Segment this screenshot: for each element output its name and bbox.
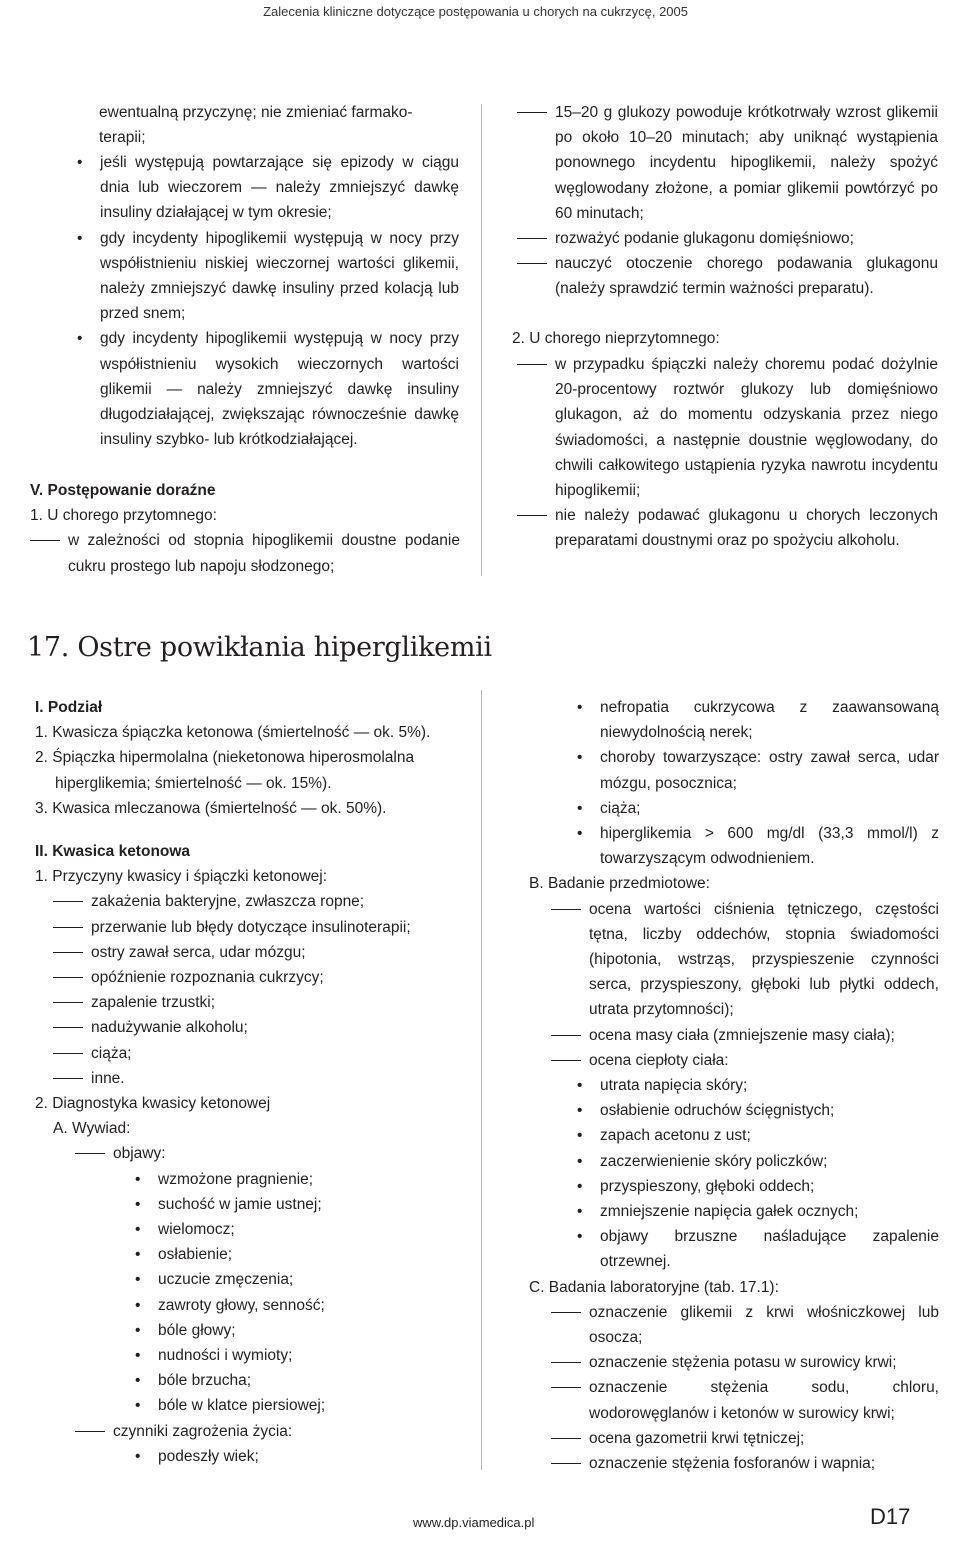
subheading: C. Badania laboratoryjne (tab. 17.1): <box>529 1278 779 1296</box>
dash-item: ocena masy ciała (zmniejszenie masy ciała); <box>551 1023 939 1048</box>
section-heading: I. Podział <box>35 699 103 716</box>
list-item: • nefropatia cukrzycowa z zaawansowaną niewydolnością nerek; <box>575 695 939 745</box>
list-item: • suchość w jamie ustnej; <box>133 1192 465 1217</box>
dash-item: nauczyć otoczenie chorego podawania glukagonu (należy sprawdzić termin ważności preparatu). <box>517 251 938 301</box>
dash-item: oznaczenie stężenia fosforanów i wapnia; <box>551 1451 939 1476</box>
dash-item: inne. <box>53 1066 465 1091</box>
list-item: • jeśli występują powtarzające się epizody w ciągu dnia lub wieczorem — należy zmniejszyć dawkę insuliny działającej w tym okresie; <box>75 150 459 226</box>
list-item: • osłabienie odruchów ścięgnistych; <box>575 1098 939 1123</box>
list-item: • nudności i wymioty; <box>133 1343 465 1368</box>
dash-item: oznaczenie stężenia sodu, chloru, wodorowęglanów i ketonów w surowicy krwi; <box>551 1375 939 1425</box>
dash-item: objawy: <box>75 1141 465 1166</box>
list-item: • osłabienie; <box>133 1242 465 1267</box>
list-item: 2. U chorego nieprzytomnego: <box>512 330 720 347</box>
page-number: D17 <box>870 1504 911 1529</box>
dash-item: oznaczenie stężenia potasu w surowicy krwi; <box>551 1350 939 1375</box>
dash-item: zapalenie trzustki; <box>53 990 465 1015</box>
dash-item: ocena ciepłoty ciała: <box>551 1048 939 1073</box>
dash-item: ostry zawał serca, udar mózgu; <box>53 940 465 965</box>
list-item: • bóle w klatce piersiowej; <box>133 1393 465 1418</box>
chapter-title: 17. Ostre powikłania hiperglikemii <box>27 632 492 663</box>
top-right-column <box>517 100 938 302</box>
dash-item: przerwanie lub błędy dotyczące insulinoterapii; <box>53 915 465 940</box>
list-item: • objawy brzuszne naśladujące zapalenie otrzewnej. <box>575 1224 939 1274</box>
section-heading: II. Kwasica ketonowa <box>35 843 191 861</box>
list-item: • zawroty głowy, senność; <box>133 1293 465 1318</box>
subheading: A. Wywiad: <box>53 1120 131 1138</box>
list-item: • wielomocz; <box>133 1217 465 1242</box>
list-item: • zapach acetonu z ust; <box>575 1123 939 1148</box>
dash-item: ciąża; <box>53 1041 465 1066</box>
list-item: 1. Kwasicza śpiączka ketonowa (śmiertelność — ok. 5%). <box>35 724 431 742</box>
footer-url: www.dp.viamedica.pl <box>413 1515 535 1530</box>
dash-item: zakażenia bakteryjne, zwłaszcza ropne; <box>53 889 465 914</box>
column-divider <box>481 104 482 576</box>
dash-item: w zależności od stopnia hipoglikemii doustne podanie cukru prostego lub napoju słodzonego; <box>30 528 460 578</box>
list-item: • bóle brzucha; <box>133 1368 465 1393</box>
dash-item: w przypadku śpiączki należy choremu podać dożylnie 20-procentowy roztwór glukozy lub domięśniowo glukagon, aż do momentu odzyskania przez niego świadomości, a następnie doustnie węglowodany, do chwili całkowitego ustąpienia ryzyka nawrotu incydentu hipoglikemii; <box>517 352 938 503</box>
dash-item: oznaczenie glikemii z krwi włośniczkowej lub osocza; <box>551 1300 939 1350</box>
bottom-right-column <box>529 695 939 1476</box>
list-item: • bóle głowy; <box>133 1318 465 1343</box>
dash-item: rozważyć podanie glukagonu domięśniowo; <box>517 226 938 251</box>
list-item: • uczucie zmęczenia; <box>133 1267 465 1292</box>
list-item: • gdy incydenty hipoglikemii występują w nocy przy współistnieniu niskiej wieczornej wartości glikemii, należy zmniejszyć dawkę insuliny przed kolacją lub przed snem; <box>75 226 459 327</box>
list-item: 3. Kwasica mleczanowa (śmiertelność — ok. 50%). <box>35 799 387 817</box>
list-item: • podeszły wiek; <box>133 1444 465 1469</box>
cont-line: ewentualną przyczynę; nie zmieniać farmako- <box>99 104 413 121</box>
cont-line: terapii; <box>99 129 146 147</box>
list-item: • zmniejszenie napięcia gałek ocznych; <box>575 1199 939 1224</box>
section-heading: V. Postępowanie doraźne <box>30 482 216 499</box>
section-v <box>30 478 460 579</box>
dash-item: nie należy podawać glukagonu u chorych leczonych preparatami doustnymi oraz po spożyciu alkoholu. <box>517 503 938 553</box>
dash-item: ocena gazometrii krwi tętniczej; <box>551 1426 939 1451</box>
list-item: • przyspieszony, głęboki oddech; <box>575 1174 939 1199</box>
dash-item: 15–20 g glukozy powoduje krótkotrwały wzrost glikemii po około 10–20 minutach; aby uniknąć wystąpienia ponownego incydentu hipoglikemii, należy spożyć węglowodany złożone, a pomiar glikemii powtórzyć po 60 minutach; <box>517 100 938 226</box>
item-2 <box>512 326 942 351</box>
list-item: • hiperglikemia > 600 mg/dl (33,3 mmol/l) z towarzyszącym odwodnieniem. <box>575 821 939 871</box>
list-item: • zaczerwienienie skóry policzków; <box>575 1149 939 1174</box>
dash-item: ocena wartości ciśnienia tętniczego, częstości tętna, liczby oddechów, stopnia świadomości (hipotonia, wstrząs, przyspieszenie czynności serca, przyspieszony, głęboki lub płytki oddech, utrata przytomności); <box>551 897 939 1023</box>
dash-item: opóźnienie rozpoznania cukrzycy; <box>53 965 465 990</box>
list-item: 2. Diagnostyka kwasicy ketonowej <box>35 1095 271 1113</box>
top-right-dashes <box>517 352 938 554</box>
list-item: • wzmożone pragnienie; <box>133 1167 465 1192</box>
list-item: 1. U chorego przytomnego: <box>30 507 217 525</box>
dash-item: czynniki zagrożenia życia: <box>75 1419 465 1444</box>
list-item: 1. Przyczyny kwasicy i śpiączki ketonowej: <box>35 868 328 886</box>
dash-item: nadużywanie alkoholu; <box>53 1015 465 1040</box>
header-title: Zalecenia kliniczne dotyczące postępowania u chorych na cukrzycę, 2005 <box>263 4 688 19</box>
list-item: 2. Śpiączka hipermolalna (nieketonowa hiperosmolalna hiperglikemia; śmiertelność — ok. 15%). <box>35 749 415 792</box>
list-item: • choroby towarzyszące: ostry zawał serca, udar mózgu, posocznica; <box>575 745 939 795</box>
top-left-bullets <box>75 150 459 452</box>
list-item: • utrata napięcia skóry; <box>575 1073 939 1098</box>
list-item: • ciąża; <box>575 796 939 821</box>
top-left-column <box>99 100 459 150</box>
subheading: B. Badanie przedmiotowe: <box>529 875 710 893</box>
column-divider <box>481 690 482 1470</box>
bottom-left-column <box>35 695 465 1469</box>
list-item: • gdy incydenty hipoglikemii występują w nocy przy współistnieniu wysokich wieczornych wartości glikemii — należy zmniejszyć dawkę insuliny długodziałającej, zwiększając równocześnie dawkę insuliny szybko- lub krótkodziałającej. <box>75 326 459 452</box>
